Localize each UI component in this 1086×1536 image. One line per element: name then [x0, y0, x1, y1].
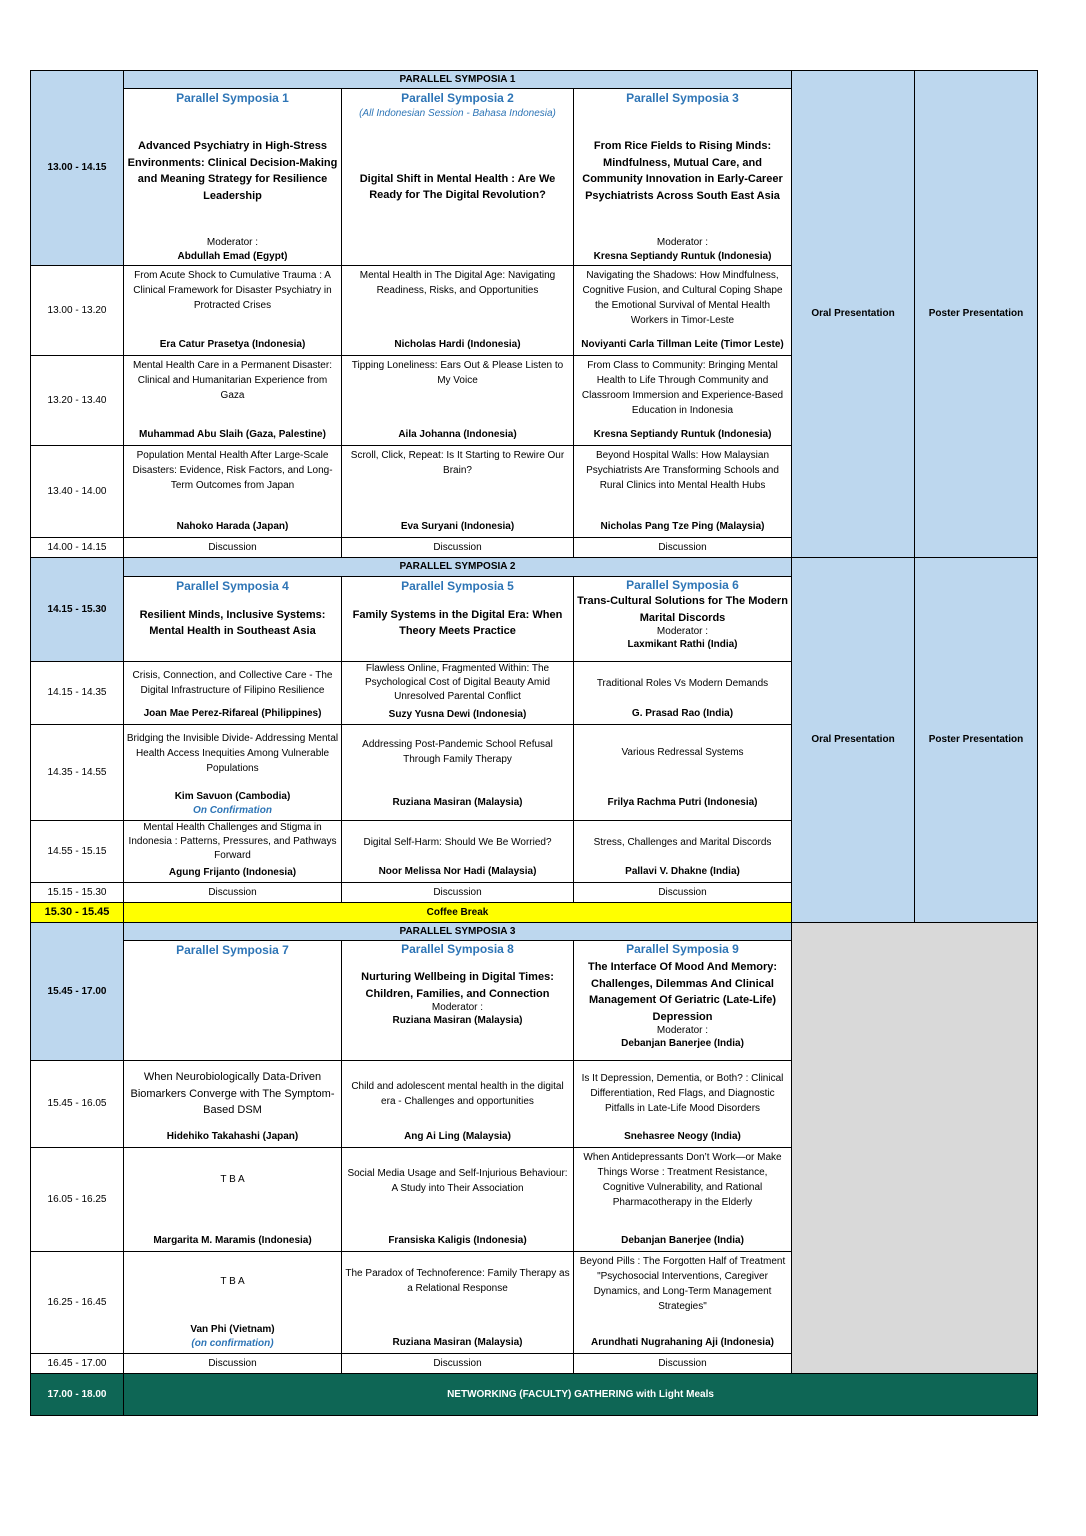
session-time: 13.00 - 14.15: [31, 71, 124, 266]
oral-presentation-cell: [792, 71, 915, 558]
talk-cell: [124, 821, 342, 883]
slot-time: 13.40 - 14.00: [31, 446, 124, 538]
speaker-name: Nahoko Harada (Japan): [176, 521, 289, 532]
coffee-break-time: 15.30 - 15.45: [31, 903, 124, 923]
speaker-name: Arundhati Nugrahaning Aji (Indonesia): [591, 1337, 774, 1348]
talk-cell: [124, 446, 342, 538]
talk-cell: [342, 821, 574, 883]
talk-title: Child and adolescent mental health in the digital era - Challenges and opportunities: [351, 1081, 564, 1107]
talk-cell: [574, 446, 792, 538]
empty-presentation-area: [792, 923, 1038, 1374]
slot-time: 14.15 - 14.35: [31, 662, 124, 725]
symposium-cell: [124, 941, 342, 1061]
networking-label: NETWORKING (FACULTY) GATHERING with Light Meals: [124, 1374, 1038, 1416]
talk-cell: [574, 1148, 792, 1252]
speaker-name: Suzy Yusna Dewi (Indonesia): [388, 709, 527, 720]
discussion-cell: Discussion: [574, 538, 792, 558]
talk-cell: [342, 1252, 574, 1354]
discussion-time: 15.15 - 15.30: [31, 883, 124, 903]
slot-time: 13.20 - 13.40: [31, 356, 124, 446]
talk-title: From Class to Community: Bringing Mental Health to Life Through Community and Classroom Immersion and Experience-Based Education in Indonesia: [581, 360, 784, 416]
speaker-name: Frilya Rachma Putri (Indonesia): [607, 797, 758, 808]
symposium-title: Trans-Cultural Solutions for The Modern Marital Discords: [577, 595, 788, 624]
oral-presentation-label: Oral Presentation: [811, 734, 895, 745]
symposium-cell: [124, 577, 342, 662]
speaker-name: Muhammad Abu Slaih (Gaza, Palestine): [139, 429, 326, 440]
poster-presentation-label: Poster Presentation: [928, 308, 1024, 319]
confirmation-note: On Confirmation: [193, 805, 272, 816]
talk-cell: [342, 662, 574, 725]
speaker-name: Debanjan Banerjee (India): [621, 1235, 744, 1246]
speaker-name: Kresna Septiandy Runtuk (Indonesia): [593, 429, 772, 440]
talk-cell: [574, 821, 792, 883]
talk-cell: [124, 266, 342, 356]
confirmation-note: (on confirmation): [191, 1338, 274, 1349]
symposium-label: Parallel Symposia 5: [401, 579, 514, 593]
speaker-name: Snehasree Neogy (India): [624, 1131, 741, 1142]
speaker-name: Pallavi V. Dhakne (India): [625, 866, 740, 877]
discussion-cell: Discussion: [342, 1354, 574, 1374]
discussion-cell: Discussion: [342, 883, 574, 903]
talk-cell: [574, 266, 792, 356]
moderator-name: Kresna Septiandy Runtuk (Indonesia): [593, 250, 772, 262]
moderator-label: Moderator :: [656, 626, 709, 637]
symposium-cell: [124, 89, 342, 266]
slot-time: 16.25 - 16.45: [31, 1252, 124, 1354]
speaker-name: Nicholas Hardi (Indonesia): [394, 339, 521, 350]
speaker-name: Eva Suryani (Indonesia): [400, 521, 515, 532]
symposium-title: Family Systems in the Digital Era: When Theory Meets Practice: [352, 608, 563, 638]
talk-title: Crisis, Connection, and Collective Care - The Digital Infrastructure of Filipino Resilience: [132, 670, 333, 696]
discussion-cell: Discussion: [124, 538, 342, 558]
talk-title: Addressing Post-Pandemic School Refusal Through Family Therapy: [362, 739, 553, 765]
speaker-name: Hidehiko Takahashi (Japan): [166, 1131, 299, 1142]
talk-title: Various Redressal Systems: [621, 747, 744, 758]
symposium-label: Parallel Symposia 9: [626, 942, 739, 956]
moderator-label: Moderator :: [656, 236, 709, 248]
speaker-name: Fransiska Kaligis (Indonesia): [388, 1235, 527, 1246]
talk-title: T B A: [220, 1276, 245, 1287]
speaker-name: Ruziana Masiran (Malaysia): [392, 797, 523, 808]
symposium-cell: [574, 577, 792, 662]
slot-time: 14.55 - 15.15: [31, 821, 124, 883]
talk-title: Navigating the Shadows: How Mindfulness, Cognitive Fusion, and Cultural Coping Shape the Emotional Survival of Mental Health Workers in Timor-Leste: [582, 270, 783, 326]
moderator-name: Debanjan Banerjee (India): [621, 1037, 744, 1049]
moderator-label: Moderator :: [206, 236, 259, 248]
talk-title: Mental Health Care in a Permanent Disaster: Clinical and Humanitarian Experience from Gaza: [133, 360, 332, 401]
speaker-name: Era Catur Prasetya (Indonesia): [159, 339, 306, 350]
talk-cell: [342, 266, 574, 356]
session-time: 15.45 - 17.00: [31, 923, 124, 1061]
slot-time: 14.35 - 14.55: [31, 725, 124, 821]
speaker-name: G. Prasad Rao (India): [631, 708, 734, 719]
talk-cell: [342, 725, 574, 821]
talk-cell: [124, 725, 342, 821]
talk-title: When Neurobiologically Data-Driven Biomarkers Converge with The Symptom-Based DSM: [130, 1071, 335, 1116]
discussion-cell: Discussion: [574, 883, 792, 903]
talk-cell: [342, 356, 574, 446]
talk-cell: [574, 1061, 792, 1148]
talk-title: Bridging the Invisible Divide- Addressing Mental Health Access Inequities Among Vulnerable Populations: [126, 733, 339, 774]
talk-cell: [124, 1148, 342, 1252]
symposium-title: The Interface Of Mood And Memory: Challenges, Dilemmas And Clinical Management Of Geriatric (Late-Life) Depression: [587, 961, 778, 1023]
schedule-table: [30, 70, 1038, 1416]
talk-title: Mental Health Challenges and Stigma in Indonesia : Patterns, Pressures, and Pathways Forward: [128, 822, 337, 861]
talk-title: When Antidepressants Don’t Work—or Make Things Worse : Treatment Resistance, Cognitive Vulnerability, and Rational Pharmacotherapy in the Elderly: [583, 1152, 782, 1208]
moderator-name: Ruziana Masiran (Malaysia): [392, 1014, 523, 1026]
talk-title: Digital Self-Harm: Should We Be Worried?: [363, 837, 552, 848]
symposium-label: Parallel Symposia 1: [176, 91, 289, 105]
talk-title: Is It Depression, Dementia, or Both? : Clinical Differentiation, Red Flags, and Diagnostic Pitfalls in Late-Life Mood Disorders: [581, 1073, 784, 1114]
moderator-name: Laxmikant Rathi (India): [627, 638, 738, 650]
speaker-name: Joan Mae Perez-Rifareal (Philippines): [143, 708, 322, 719]
talk-cell: [574, 1252, 792, 1354]
talk-cell: [124, 356, 342, 446]
talk-cell: [124, 662, 342, 725]
symposium-title: Advanced Psychiatry in High-Stress Environments: Clinical Decision-Making and Meaning Strategy for Resilience Leadership: [127, 140, 338, 202]
discussion-cell: Discussion: [124, 883, 342, 903]
talk-title: Scroll, Click, Repeat: Is It Starting to Rewire Our Brain?: [350, 450, 565, 476]
poster-presentation-label: Poster Presentation: [928, 734, 1024, 745]
slot-time: 15.45 - 16.05: [31, 1061, 124, 1148]
symposium-label: Parallel Symposia 7: [176, 943, 289, 957]
talk-title: The Paradox of Technoference: Family Therapy as a Relational Response: [345, 1268, 570, 1294]
symposium-label: Parallel Symposia 3: [626, 91, 739, 105]
symposium-cell: [342, 941, 574, 1061]
symposium-label: Parallel Symposia 4: [176, 579, 289, 593]
discussion-cell: Discussion: [124, 1354, 342, 1374]
talk-title: From Acute Shock to Cumulative Trauma : A Clinical Framework for Disaster Psychiatry in Protracted Crises: [133, 270, 332, 311]
session-header: PARALLEL SYMPOSIA 3: [124, 923, 792, 941]
slot-time: 13.00 - 13.20: [31, 266, 124, 356]
moderator-label: Moderator :: [656, 1025, 709, 1036]
discussion-cell: Discussion: [342, 538, 574, 558]
symposium-title: From Rice Fields to Rising Minds: Mindfulness, Mutual Care, and Community Innovation in Early-Career Psychiatrists Across South East Asia: [582, 140, 783, 202]
symposium-subtitle: (All Indonesian Session - Bahasa Indonesia): [359, 107, 556, 119]
speaker-name: Margarita M. Maramis (Indonesia): [153, 1235, 312, 1246]
discussion-cell: Discussion: [574, 1354, 792, 1374]
talk-title: Mental Health in The Digital Age: Navigating Readiness, Risks, and Opportunities: [359, 270, 556, 296]
poster-presentation-cell: [915, 71, 1038, 558]
speaker-name: Van Phi (Vietnam): [190, 1324, 275, 1335]
speaker-name: Noor Melissa Nor Hadi (Malaysia): [378, 866, 537, 877]
speaker-name: Ruziana Masiran (Malaysia): [392, 1337, 523, 1348]
talk-cell: [124, 1061, 342, 1148]
talk-cell: [574, 662, 792, 725]
discussion-time: 16.45 - 17.00: [31, 1354, 124, 1374]
symposium-cell: [574, 941, 792, 1061]
talk-cell: [124, 1252, 342, 1354]
symposium-label: Parallel Symposia 2: [401, 91, 514, 105]
talk-cell: [574, 356, 792, 446]
speaker-name: Ang Ai Ling (Malaysia): [404, 1131, 511, 1142]
speaker-name: Agung Frijanto (Indonesia): [168, 867, 297, 878]
poster-presentation-cell: [915, 558, 1038, 923]
session-header: PARALLEL SYMPOSIA 2: [124, 558, 792, 577]
talk-title: Beyond Hospital Walls: How Malaysian Psychiatrists Are Transforming Schools and Rural Clinics into Mental Health Hubs: [586, 450, 779, 491]
talk-title: T B A: [220, 1174, 245, 1185]
talk-title: Beyond Pills : The Forgotten Half of Treatment "Psychosocial Interventions, Caregiver Dynamics, and Long-Term Management Strategies": [579, 1256, 786, 1312]
speaker-name: Aila Johanna (Indonesia): [398, 429, 517, 440]
symposium-label: Parallel Symposia 6: [626, 578, 739, 592]
session-header: PARALLEL SYMPOSIA 1: [124, 71, 792, 89]
talk-title: Population Mental Health After Large-Scale Disasters: Evidence, Risk Factors, and Long-Term Outcomes from Japan: [132, 450, 333, 491]
symposium-cell: [342, 577, 574, 662]
symposium-title: Digital Shift in Mental Health : Are We Ready for The Digital Revolution?: [359, 172, 556, 202]
coffee-break-label: Coffee Break: [124, 903, 792, 923]
talk-title: Stress, Challenges and Marital Discords: [593, 837, 772, 848]
session-time: 14.15 - 15.30: [31, 558, 124, 662]
symposium-cell: [342, 89, 574, 266]
talk-cell: [342, 1148, 574, 1252]
talk-cell: [342, 446, 574, 538]
moderator-name: Abdullah Emad (Egypt): [177, 250, 288, 262]
symposium-title: Nurturing Wellbeing in Digital Times: Children, Families, and Connection: [361, 971, 554, 1000]
moderator-label: Moderator :: [431, 1002, 484, 1013]
slot-time: 16.05 - 16.25: [31, 1148, 124, 1252]
speaker-name: Nicholas Pang Tze Ping (Malaysia): [600, 521, 765, 532]
talk-cell: [342, 1061, 574, 1148]
talk-title: Social Media Usage and Self-Injurious Behaviour: A Study into Their Association: [347, 1168, 568, 1194]
symposium-title: Resilient Minds, Inclusive Systems: Mental Health in Southeast Asia: [139, 608, 326, 638]
oral-presentation-label: Oral Presentation: [811, 308, 895, 319]
talk-title: Traditional Roles Vs Modern Demands: [596, 678, 769, 689]
networking-time: 17.00 - 18.00: [31, 1374, 124, 1416]
discussion-time: 14.00 - 14.15: [31, 538, 124, 558]
talk-cell: [574, 725, 792, 821]
speaker-name: Kim Savuon (Cambodia): [174, 791, 291, 802]
symposium-label: Parallel Symposia 8: [401, 942, 514, 956]
speaker-name: Noviyanti Carla Tillman Leite (Timor Leste): [581, 339, 784, 350]
oral-presentation-cell: [792, 558, 915, 923]
talk-title: Tipping Loneliness: Ears Out & Please Listen to My Voice: [351, 360, 564, 386]
symposium-cell: [574, 89, 792, 266]
talk-title: Flawless Online, Fragmented Within: The Psychological Cost of Digital Beauty Amid Unresolved Parental Conflict: [364, 663, 551, 702]
